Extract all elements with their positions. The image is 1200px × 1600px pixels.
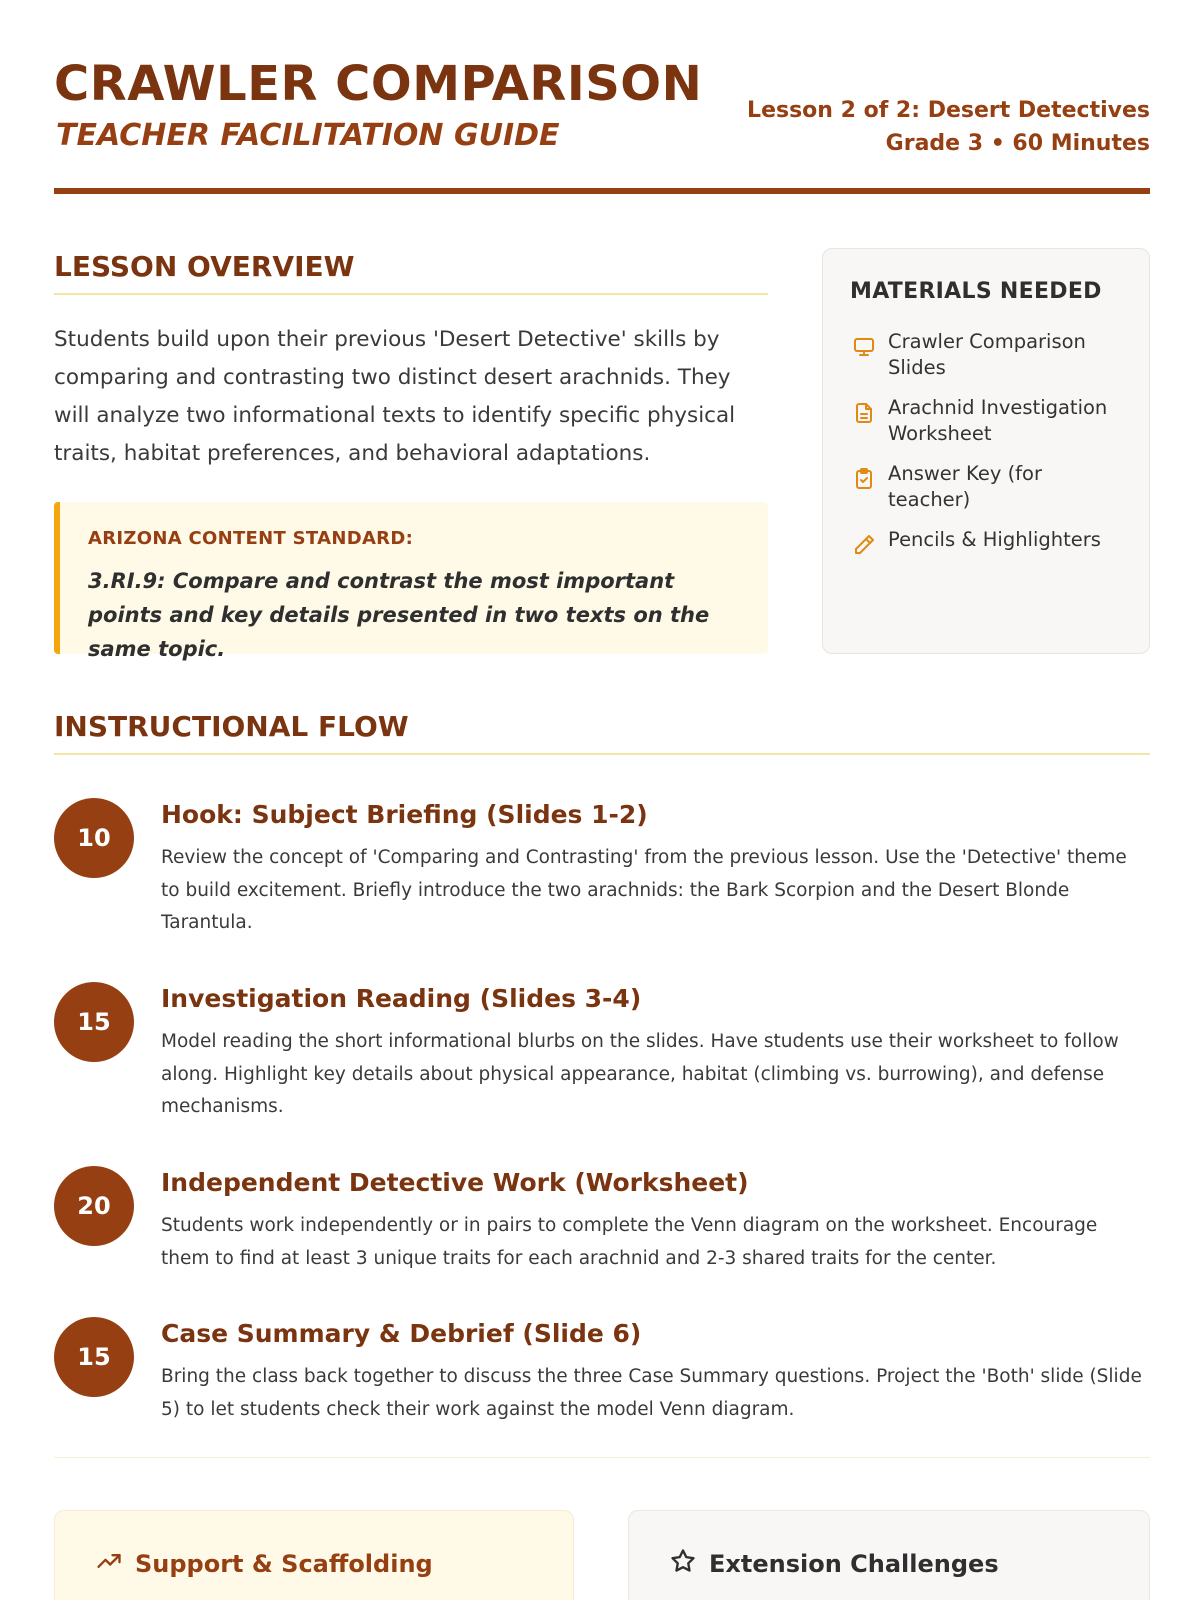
step-description: Students work independently or in pairs to complete the Venn diagram on the worksheet. Encourage them to find at least 3 unique traits for each arachnid and 2-3 shared traits for the center. xyxy=(161,1215,1098,1269)
standard-label: ARIZONA CONTENT STANDARD: xyxy=(88,528,414,549)
materials-heading: MATERIALS NEEDED xyxy=(850,279,1102,304)
step-title: Independent Detective Work (Worksheet) xyxy=(161,1168,749,1197)
clipboard-check-icon xyxy=(850,465,878,493)
overview-heading: LESSON OVERVIEW xyxy=(54,250,768,295)
facilitation-guide-page xyxy=(54,0,1150,1600)
star-icon xyxy=(669,1547,709,1581)
page-subtitle: TEACHER FACILITATION GUIDE xyxy=(56,118,560,153)
minutes-badge: 20 xyxy=(54,1166,134,1246)
list-item xyxy=(850,395,1130,447)
material-label: Pencils & Highlighters xyxy=(888,528,1101,551)
guide-header xyxy=(54,52,1150,194)
step-title: Hook: Subject Briefing (Slides 1-2) xyxy=(161,800,648,829)
step-description: Bring the class back together to discuss the three Case Summary questions. Project the 'Both' slide (Slide 5) to let students check their work against the model Venn diagram. xyxy=(161,1366,1142,1420)
instructional-flow-heading: INSTRUCTIONAL FLOW xyxy=(54,710,1150,755)
standard-text: 3.RI.9: Compare and contrast the most important points and key details presented in two texts on the same topic. xyxy=(88,569,710,661)
minutes-badge: 15 xyxy=(54,1317,134,1397)
grade-duration: Grade 3 • 60 Minutes xyxy=(885,131,1150,156)
support-card-header xyxy=(95,1547,433,1581)
list-item xyxy=(850,527,1130,559)
minutes-badge: 15 xyxy=(54,982,134,1062)
trending-up-icon xyxy=(95,1547,135,1581)
lesson-number: Lesson 2 of 2: Desert Detectives xyxy=(747,98,1150,123)
material-label: Answer Key (for teacher) xyxy=(888,462,1042,511)
step-description: Model reading the short informational blurbs on the slides. Have students use their worksheet to follow along. Highlight key details about physical appearance, habitat (climbing vs. burrowing), and defense mechanisms. xyxy=(161,1031,1119,1117)
minutes-badge: 10 xyxy=(54,798,134,878)
material-label: Arachnid Investigation Worksheet xyxy=(888,396,1108,445)
step-description: Review the concept of 'Comparing and Contrasting' from the previous lesson. Use the 'Detective' theme to build excitement. Briefly introduce the two arachnids: the Bark Scorpion and the Desert Blonde Tarantula. xyxy=(161,847,1127,933)
content-standard-callout xyxy=(54,502,768,661)
extension-challenges-card xyxy=(628,1510,1150,1600)
lesson-meta xyxy=(747,94,1150,160)
support-scaffolding-card xyxy=(54,1510,574,1600)
pencil-icon xyxy=(850,531,878,559)
support-card-title: Support & Scaffolding xyxy=(135,1550,433,1578)
extension-card-header xyxy=(669,1547,999,1581)
list-item xyxy=(850,461,1130,513)
page-title: CRAWLER COMPARISON xyxy=(54,56,703,112)
materials-panel xyxy=(822,248,1150,654)
overview-text: Students build upon their previous 'Desert Detective' skills by comparing and contrasting two distinct desert arachnids. They will analyze two informational texts to identify specific physical traits, habitat preferences, and behavioral adaptations. xyxy=(54,327,736,466)
monitor-icon xyxy=(850,333,878,361)
material-label: Crawler Comparison Slides xyxy=(888,330,1086,379)
document-icon xyxy=(850,399,878,427)
section-divider xyxy=(54,1457,1150,1458)
step-title: Investigation Reading (Slides 3-4) xyxy=(161,984,642,1013)
list-item xyxy=(850,329,1130,381)
step-title: Case Summary & Debrief (Slide 6) xyxy=(161,1319,642,1348)
extension-card-title: Extension Challenges xyxy=(709,1550,999,1578)
materials-list xyxy=(850,329,1130,573)
